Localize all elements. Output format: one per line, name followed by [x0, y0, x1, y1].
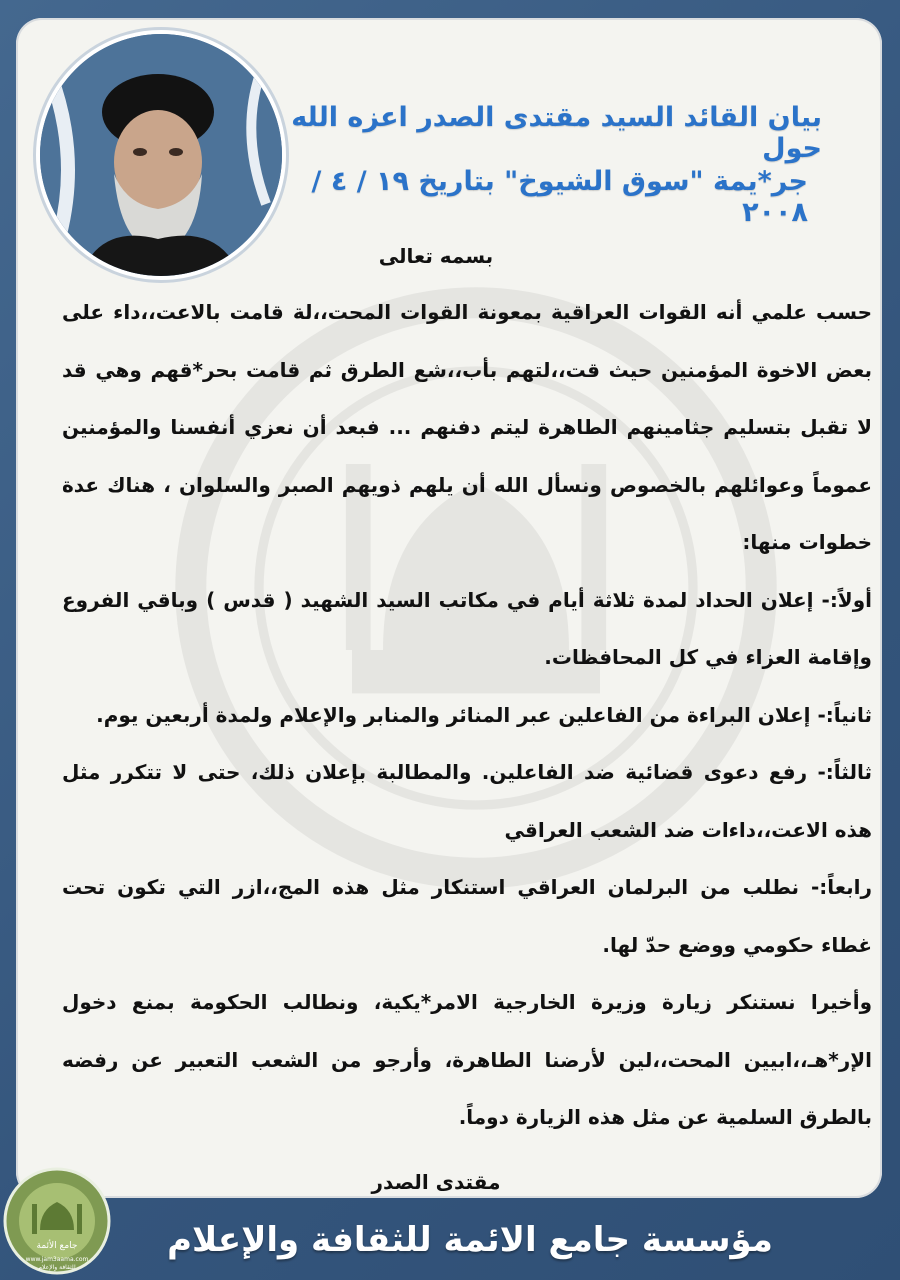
paragraph-first: أولاً:- إعلان الحداد لمدة ثلاثة أيام في مكاتب السيد الشهيد ( قدس ) وباقي الفروع وإقامة العزاء في كل المحافظات.	[62, 587, 872, 669]
paragraph-closing: وأخيرا نستنكر زيارة وزيرة الخارجية الامر*يكية، ونطالب الحكومة بمنع دخول الإر*هـ،،ابيين المحت،،لين لأرضنا الطاهرة، وأرجو من الشعب التعبير عن رفضه بالطرق السلمية عن مثل هذه الزيارة دوماً.	[62, 990, 872, 1129]
paragraph-second: ثانياً:- إعلان البراءة من الفاعلين عبر المنائر والمنابر والإعلام ولمدة أربعين يوم.	[96, 702, 872, 727]
signature: مقتدى الصدر	[371, 1170, 501, 1194]
logo-url: www.jam3aama.com	[25, 1256, 89, 1263]
portrait-icon	[40, 34, 282, 276]
jam3aama-logo	[2, 1166, 112, 1276]
footer-organization: مؤسسة جامع الائمة للثقافة والإعلام	[167, 1220, 773, 1260]
paragraph-fourth: رابعاً:- نطلب من البرلمان العراقي استنكار مثل هذه المج،،ازر التي تكون تحت غطاء حكومي ووضع حدّ لها.	[62, 875, 872, 957]
statement-paper	[16, 18, 882, 1198]
paragraph-third: ثالثاً:- رفع دعوى قضائية ضد الفاعلين. والمطالبة بإعلان ذلك، حتى لا تتكرر مثل هذه الاعت،،داءات ضد الشعب العراقي	[62, 760, 872, 842]
portrait-image	[36, 30, 286, 280]
statement-body	[62, 284, 872, 1147]
salutation: بسمه تعالى	[378, 244, 494, 268]
statement-title-line2: جر*يمة "سوق الشيوخ" بتاريخ ١٩ / ٤ / ٢٠٠٨	[311, 166, 808, 228]
paragraph-intro: حسب علمي أنه القوات العراقية بمعونة القوات المحت،،لة قامت بالاعت،،داء على بعض الاخوة المؤمنين حيث قت،،لتهم بأب،،شع الطرق ثم قامت بحر*قهم وهي قد لا تقبل بتسليم جثامينهم الطاهرة ليتم دفنهم ... فبعد أن نعزي أنفسنا والمؤمنين عموماً وعوائلهم بالخصوص ونسأل الله أن يلهم ذويهم الصبر والسلوان ، هناك عدة خطوات منها:	[62, 300, 872, 554]
statement-title-line1: بيان القائد السيد مقتدى الصدر اعزه الله حول	[291, 102, 822, 164]
logo-text: جامع الأئمة	[36, 1241, 78, 1251]
logo-subtitle: للثقافة والإعلام	[38, 1264, 76, 1271]
